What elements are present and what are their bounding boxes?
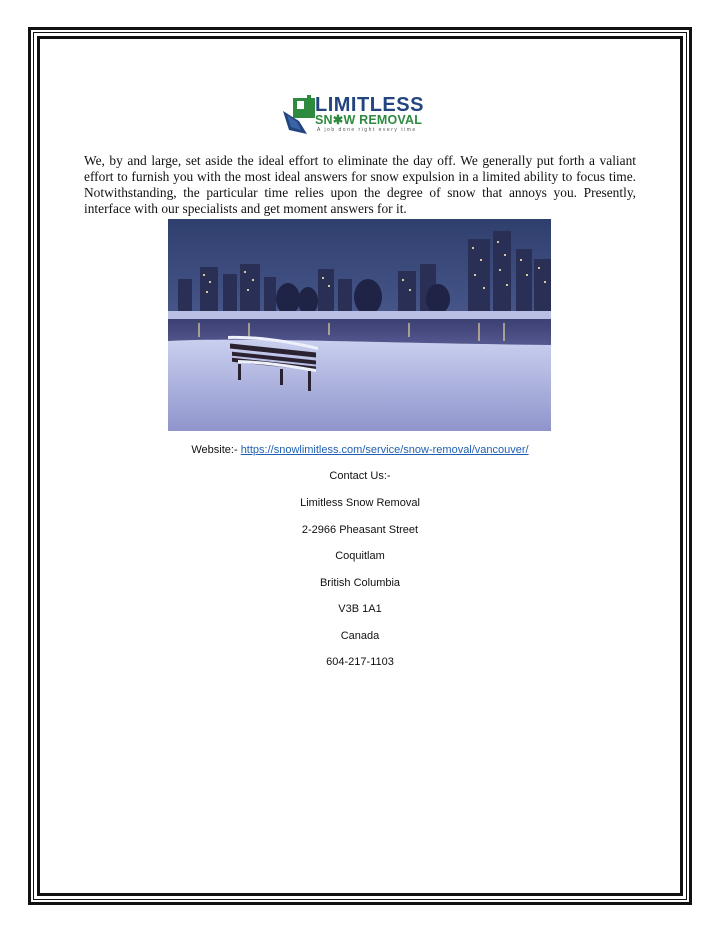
website-line	[0, 444, 720, 456]
province: British Columbia	[319, 577, 401, 589]
postal-code: V3B 1A1	[338, 603, 382, 615]
intro-paragraph	[84, 153, 636, 217]
snowy-bench-photo	[168, 219, 551, 431]
snow-plow-icon	[281, 95, 317, 135]
country: Canada	[340, 630, 380, 642]
logo-tagline: A job done right every time	[317, 127, 417, 133]
city: Coquitlam	[335, 550, 385, 562]
logo-title: LIMITLESS	[315, 94, 424, 116]
logo-subtitle: SN✱W REMOVAL	[315, 113, 423, 127]
website-link[interactable]: https://snowlimitless.com/service/snow-removal/vancouver/	[240, 444, 529, 456]
phone-number: 604-217-1103	[326, 656, 394, 668]
company-name: Limitless Snow Removal	[300, 497, 420, 509]
paragraph-text: We, by and large, set aside the ideal effort to eliminate the day off. We generally put forth a valiant effort to furnish you with the most ideal answers for snow expulsion in a limited ability to focus time. Notwithstanding, the particular time relies upon the degree of snow that annoys you. Presently, interface with our specialists and get moment answers for it.	[84, 153, 636, 216]
website-label: Website:-	[191, 444, 241, 456]
company-logo	[281, 95, 441, 137]
contact-heading: Contact Us:-	[329, 470, 391, 482]
street-address: 2-2966 Pheasant Street	[301, 524, 419, 536]
